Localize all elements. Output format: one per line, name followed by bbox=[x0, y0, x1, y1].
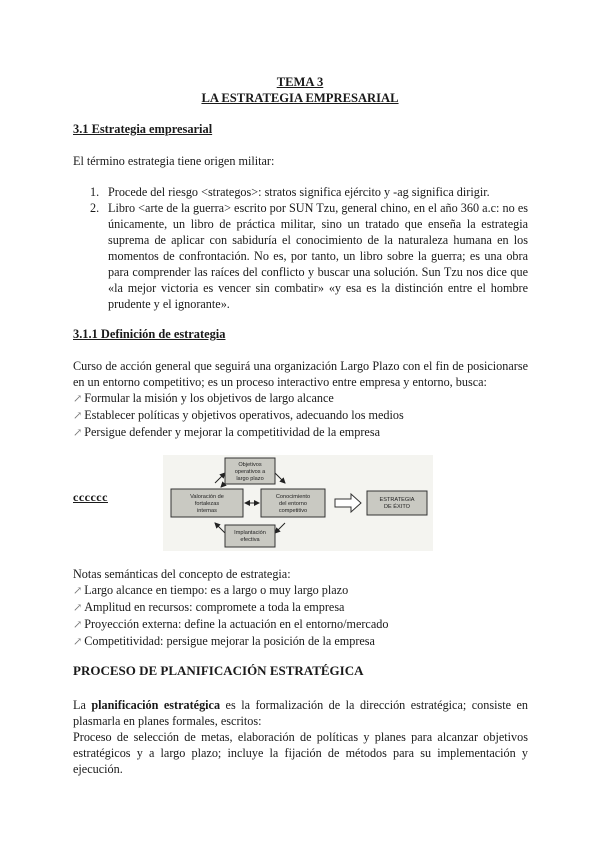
success-strategy-box bbox=[367, 491, 427, 515]
list-item: 1. Procede del riesgo <strategos>: stratos significa ejército y -ag significa dirigir. bbox=[90, 185, 490, 199]
origin-list bbox=[90, 184, 528, 312]
diagonal-arrow-icon: ↗ bbox=[73, 427, 83, 439]
svg-text:Valoración de: Valoración de bbox=[190, 494, 224, 500]
tema-label: TEMA 3 bbox=[276, 75, 324, 89]
strategy-diagram bbox=[163, 455, 433, 551]
planning-heading: PROCESO DE PLANIFICACIÓN ESTRATÉGICA bbox=[73, 663, 364, 678]
svg-text:efectiva: efectiva bbox=[240, 537, 260, 543]
diagonal-arrow-icon: ↗ bbox=[73, 410, 83, 422]
diagonal-arrow-icon: ↗ bbox=[73, 636, 83, 648]
section-3-1-1-heading: 3.1.1 Definición de estrategia bbox=[73, 327, 226, 341]
planning-paragraph-2: Proceso de selección de metas, elaboración de políticas y planes para alcanzar objetivos estratégicos y a largo plazo; incluye la fijación de métodos para su implementación y ejecución. bbox=[73, 730, 528, 776]
diagonal-arrow-icon: ↗ bbox=[73, 393, 83, 405]
notes-title: Notas semánticas del concepto de estrategia: bbox=[73, 567, 291, 581]
list-item: ↗ Competitividad: persigue mejorar la posición de la empresa bbox=[73, 634, 375, 648]
list-item: ↗ Largo alcance en tiempo: es a largo o muy largo plazo bbox=[73, 583, 349, 597]
implementation-box bbox=[225, 525, 275, 547]
svg-text:fortalezas: fortalezas bbox=[194, 501, 220, 507]
document-title: LA ESTRATEGIA EMPRESARIAL bbox=[201, 91, 399, 105]
definition-bullets bbox=[73, 390, 533, 441]
svg-text:largo plazo: largo plazo bbox=[236, 476, 264, 482]
svg-text:Objetivos: Objetivos bbox=[238, 462, 262, 468]
svg-text:internas: internas bbox=[197, 508, 217, 514]
side-label: cccccc bbox=[73, 490, 108, 504]
svg-text:competitivo: competitivo bbox=[278, 508, 308, 514]
list-item: 2. Libro <arte de la guerra> escrito por SUN Tzu, general chino, en el año 360 a.c: no es únicamente, un libro de práctica militar, sino un tratado que enseña la estrategia suprema de aplicar con sabiduría el conocimiento de la naturaleza humana en los momentos de confrontación. No es, por tanto, un libro sobre la guerra; es una obra para comprender las raíces del conflicto y buscar una solución. Sun Tzu nos dice que «la mejor victoria es vencer sin combatir» «y esa es la distinción entre el hombre prudente y el ignorante». bbox=[90, 201, 528, 311]
svg-text:ESTRATEGIA: ESTRATEGIA bbox=[379, 497, 415, 503]
diagonal-arrow-icon: ↗ bbox=[73, 619, 83, 631]
section-3-1-heading: 3.1 Estrategia empresarial bbox=[73, 122, 213, 136]
list-item: ↗ Proyección externa: define la actuación en el entorno/mercado bbox=[73, 617, 389, 631]
list-item: ↗ Formular la misión y los objetivos de largo alcance bbox=[73, 391, 334, 405]
diagonal-arrow-icon: ↗ bbox=[73, 602, 83, 614]
list-item: ↗ Amplitud en recursos: compromete a toda la empresa bbox=[73, 600, 345, 614]
definition-paragraph: Curso de acción general que seguirá una organización Largo Plazo con el fin de posicionarse en un entorno competitivo; es un proceso interactivo entre empresa y entorno, busca: bbox=[73, 359, 528, 389]
svg-text:DE ÉXITO: DE ÉXITO bbox=[383, 504, 411, 510]
list-item: ↗ Persigue defender y mejorar la competitividad de la empresa bbox=[73, 425, 380, 439]
svg-text:del entorno: del entorno bbox=[279, 501, 307, 507]
section-3-1-intro: El término estrategia tiene origen militar: bbox=[73, 154, 275, 168]
svg-text:Conocimiento: Conocimiento bbox=[275, 494, 311, 500]
svg-text:Implantación: Implantación bbox=[234, 530, 266, 536]
planning-paragraph-1: La planificación estratégica es la formalización de la dirección estratégica; consiste en plasmarla en planes formales, escritos: bbox=[73, 698, 529, 728]
list-item: ↗ Establecer políticas y objetivos operativos, adecuando los medios bbox=[73, 408, 404, 422]
notes-list bbox=[73, 582, 533, 650]
diagonal-arrow-icon: ↗ bbox=[73, 585, 83, 597]
svg-text:operativos a: operativos a bbox=[234, 469, 266, 475]
